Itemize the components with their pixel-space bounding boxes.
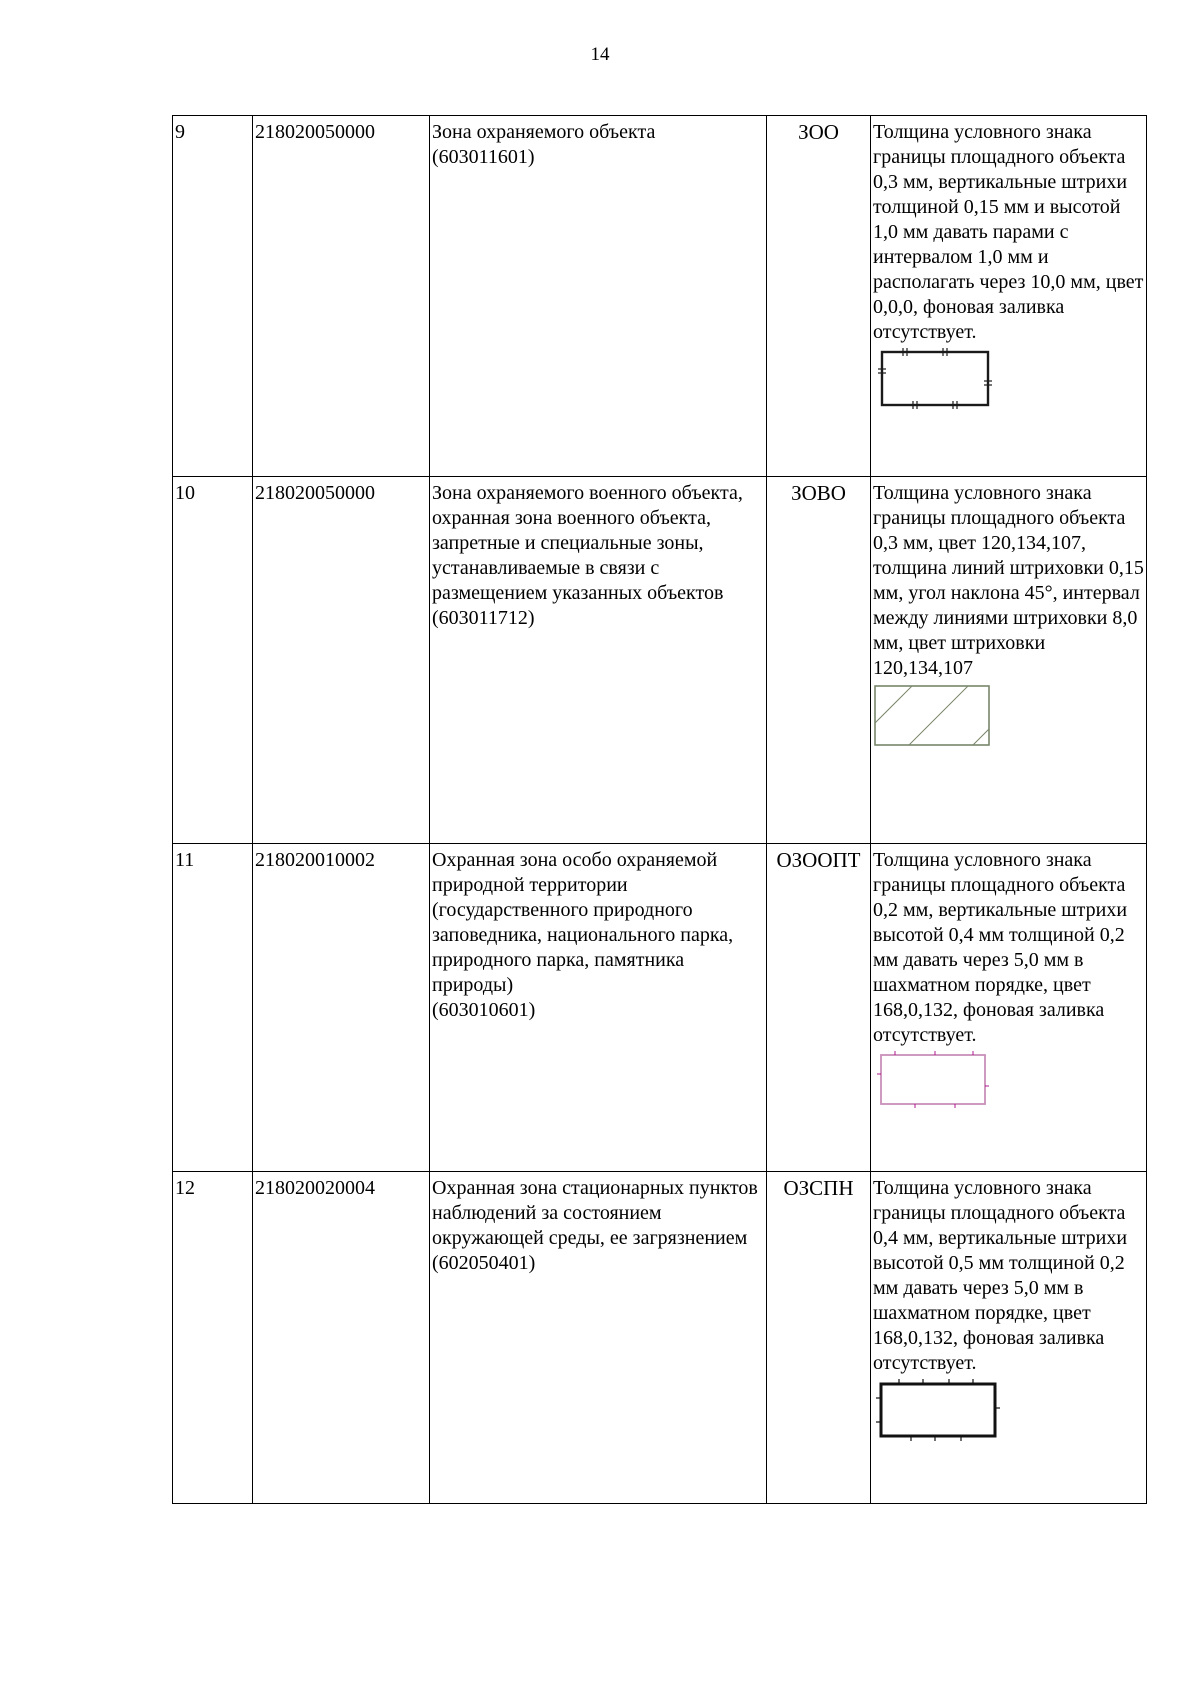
abbreviation: ЗОВО — [767, 477, 871, 844]
description-cell — [871, 844, 1147, 1172]
abbreviation: ЗОО — [767, 116, 871, 477]
object-name: Охранная зона особо охраняемой природной территории (государственного природного заповедника, национального парка, природного парка, памятника природы) — [432, 849, 734, 996]
paired-ticks-boundary-sample — [873, 347, 993, 409]
object-name-cell — [430, 844, 767, 1172]
hatched-boundary-sample — [873, 683, 993, 749]
table-row — [173, 477, 1147, 844]
object-name-cell — [430, 1172, 767, 1504]
classifier-code: 218020050000 — [253, 116, 430, 477]
row-number: 12 — [173, 1172, 253, 1504]
staggered-ticks-boundary-sample — [873, 1050, 993, 1108]
table-row — [173, 1172, 1147, 1504]
symbol-sample — [873, 1050, 1144, 1108]
object-name-code: (602050401) — [432, 1252, 536, 1274]
symbols-table — [172, 115, 1147, 1504]
classifier-code: 218020020004 — [253, 1172, 430, 1504]
classifier-code: 218020050000 — [253, 477, 430, 844]
object-name-code: (603011712) — [432, 607, 535, 629]
symbol-description: Толщина условного знака границы площадного объекта 0,3 мм, вертикальные штрихи толщиной 0,15 мм и высотой 1,0 мм давать парами с интервалом 1,0 мм и располагать через 10,0 мм, цвет 0,0,0, фоновая заливка отсутствует. — [873, 121, 1144, 343]
row-number: 11 — [173, 844, 253, 1172]
symbol-description: Толщина условного знака границы площадного объекта 0,2 мм, вертикальные штрихи высотой 0,4 мм толщиной 0,2 мм давать через 5,0 мм в шахматном порядке, цвет 168,0,132, фоновая заливка отсутствует. — [873, 849, 1128, 1046]
symbol-sample — [873, 1378, 1144, 1444]
table-row — [173, 844, 1147, 1172]
table-row — [173, 116, 1147, 477]
object-name-cell — [430, 116, 767, 477]
object-name: Зона охраняемого объекта — [432, 121, 656, 143]
row-number: 10 — [173, 477, 253, 844]
abbreviation: ОЗСПН — [767, 1172, 871, 1504]
symbol-sample — [873, 347, 1144, 409]
description-cell — [871, 477, 1147, 844]
object-name-code: (603011601) — [432, 146, 535, 168]
row-number: 9 — [173, 116, 253, 477]
symbol-sample — [873, 683, 1144, 749]
description-cell — [871, 1172, 1147, 1504]
page-number: 14 — [590, 44, 610, 65]
object-name-code: (603010601) — [432, 999, 536, 1021]
symbol-description: Толщина условного знака границы площадного объекта 0,4 мм, вертикальные штрихи высотой 0,5 мм толщиной 0,2 мм давать через 5,0 мм в шахматном порядке, цвет 168,0,132, фоновая заливка отсутствует. — [873, 1177, 1128, 1374]
classifier-code: 218020010002 — [253, 844, 430, 1172]
description-cell — [871, 116, 1147, 477]
object-name: Охранная зона стационарных пунктов наблюдений за состоянием окружающей среды, ее загрязнением — [432, 1177, 758, 1249]
bold-ticks-boundary-sample — [873, 1378, 1003, 1444]
object-name-cell — [430, 477, 767, 844]
abbreviation: ОЗООПТ — [767, 844, 871, 1172]
object-name: Зона охраняемого военного объекта, охранная зона военного объекта, запретные и специальные зоны, устанавливаемые в связи с размещением указанных объектов — [432, 482, 743, 604]
symbol-description: Толщина условного знака границы площадного объекта 0,3 мм, цвет 120,134,107, толщина линий штриховки 0,15 мм, угол наклона 45°, интервал между линиями штриховки 8,0 мм, цвет штриховки 120,134,107 — [873, 482, 1144, 679]
